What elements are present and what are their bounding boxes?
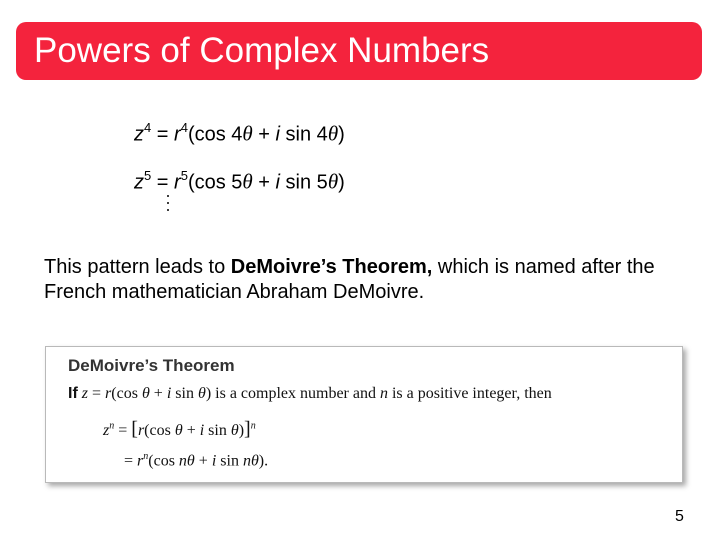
page-number: 5	[675, 508, 684, 525]
eq-var: z	[134, 171, 144, 194]
eq-theta: θ	[327, 169, 339, 194]
eq-theta: θ	[242, 169, 253, 194]
theta: θ	[141, 385, 150, 402]
eq-close: )	[338, 123, 345, 146]
eq-equals: =	[156, 171, 169, 194]
plus: +	[194, 452, 212, 470]
exp-n: n	[143, 451, 149, 462]
theta: θ	[230, 422, 239, 439]
eq-sign: =	[114, 422, 132, 439]
cos-open: (cos	[144, 422, 175, 439]
equation-z5	[134, 169, 345, 195]
slide-title: Powers of Complex Numbers	[34, 31, 490, 70]
eq-plus: +	[252, 123, 276, 146]
sin: sin	[204, 422, 231, 439]
theorem-title: DeMoivre’s Theorem	[68, 356, 235, 375]
sin: sin	[171, 385, 198, 402]
eq-equals: =	[156, 123, 169, 146]
bracket-open: [	[131, 418, 138, 440]
plus: +	[149, 385, 167, 402]
eq-theta: θ	[327, 121, 339, 146]
cos-open: (cos	[148, 452, 179, 470]
eq-sign: =	[124, 452, 138, 470]
theorem-box	[45, 346, 683, 483]
eq-plus: +	[252, 171, 276, 194]
eq-cos: (cos 5	[187, 171, 243, 194]
var-i: i	[211, 452, 217, 470]
bracket-close: ]	[244, 418, 251, 440]
eq-sin: sin 5	[280, 171, 328, 194]
eq-sign: =	[88, 385, 106, 402]
close: ).	[258, 452, 269, 470]
close: )	[205, 385, 212, 402]
var-i: i	[199, 422, 205, 439]
close: )	[238, 422, 245, 439]
eq-exp: 5	[144, 168, 152, 183]
theta: θ	[186, 452, 195, 470]
eq-i: i	[275, 123, 280, 146]
equation-z4	[134, 121, 345, 147]
para-bold: DeMoivre’s Theorem,	[230, 256, 433, 278]
pattern-paragraph	[44, 255, 704, 305]
para-text: This pattern leads to	[44, 256, 231, 278]
var-n: n	[242, 452, 251, 470]
eq-close: )	[338, 171, 345, 194]
if-word: If	[68, 385, 78, 402]
text-end: is a positive integer, then	[387, 385, 552, 402]
exp-n: n	[109, 420, 115, 432]
var-z: z	[103, 422, 110, 439]
theta: θ	[174, 422, 183, 439]
var-z: z	[81, 385, 89, 402]
eq-sin: sin 4	[280, 123, 328, 146]
cos-open: (cos	[111, 385, 142, 402]
title-bar	[16, 22, 702, 80]
eq-r-exp: 5	[180, 168, 188, 183]
theorem-line-1	[68, 385, 552, 403]
eq-theta: θ	[242, 121, 253, 146]
theta: θ	[197, 385, 206, 402]
eq-exp: 4	[144, 120, 152, 135]
theorem-line-2	[103, 418, 256, 441]
eq-r-exp: 4	[180, 120, 188, 135]
var-n: n	[379, 385, 388, 402]
vertical-ellipsis	[163, 195, 173, 211]
var-i: i	[166, 385, 172, 402]
eq-i: i	[275, 171, 280, 194]
eq-r: r	[174, 123, 181, 146]
var-r: r	[137, 422, 145, 439]
theorem-line-3	[124, 451, 268, 470]
var-r: r	[105, 385, 112, 402]
eq-r: r	[174, 171, 181, 194]
sin: sin	[216, 452, 243, 470]
para-text: which is named after the French mathematician Abraham DeMoivre.	[44, 256, 655, 303]
theta: θ	[250, 452, 259, 470]
plus: +	[182, 422, 200, 439]
exp-n: n	[250, 420, 256, 432]
var-n: n	[178, 452, 187, 470]
text: is a complex number and	[211, 385, 380, 402]
var-r: r	[137, 452, 144, 470]
eq-var: z	[134, 123, 144, 146]
eq-cos: (cos 4	[187, 123, 243, 146]
